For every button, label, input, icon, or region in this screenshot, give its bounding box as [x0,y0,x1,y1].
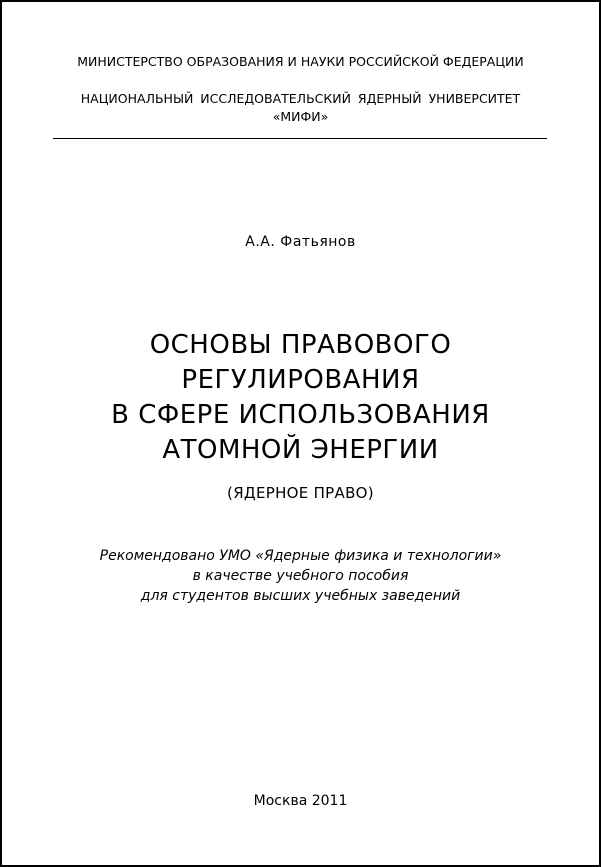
recommendation-line: для студентов высших учебных заведений [140,588,461,604]
ministry-name: МИНИСТЕРСТВО ОБРАЗОВАНИЯ И НАУКИ РОССИЙСКОЙ ФЕДЕРАЦИИ [77,54,524,69]
author-name: А.А. Фатьянов [245,234,356,250]
university-name-line: НАЦИОНАЛЬНЫЙ ИССЛЕДОВАТЕЛЬСКИЙ ЯДЕРНЫЙ УНИВЕРСИТЕТ [80,91,521,106]
book-subtitle: (ЯДЕРНОЕ ПРАВО) [227,484,374,502]
book-title [2,328,599,468]
recommendation-line: Рекомендовано УМО «Ядерные физика и технологии» [99,548,502,564]
book-title-line: РЕГУЛИРОВАНИЯ [181,365,420,395]
recommendation-line: в качестве учебного пособия [192,568,409,584]
book-title-line: В СФЕРЕ ИСПОЛЬЗОВАНИЯ [111,400,490,430]
university-abbreviation: «МИФИ» [272,109,329,124]
publication-place-year: Москва 2011 [253,793,348,809]
book-title-line: АТОМНОЙ ЭНЕРГИИ [162,435,439,465]
header-divider [53,138,547,139]
university-name [2,90,599,126]
recommendation-note [2,546,599,606]
book-title-line: ОСНОВЫ ПРАВОВОГО [149,330,452,360]
